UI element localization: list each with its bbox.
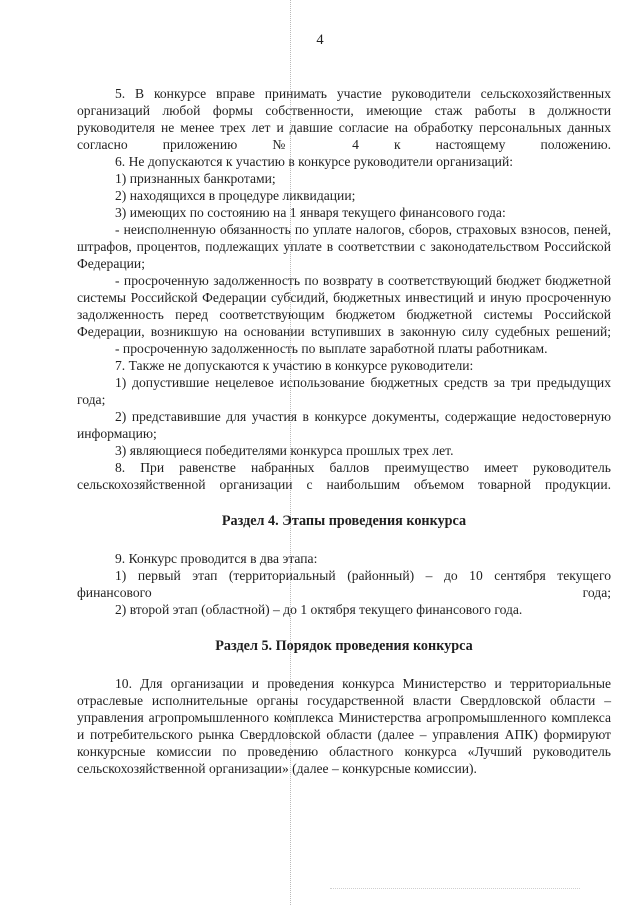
- section-4-heading: Раздел 4. Этапы проведения конкурса: [221, 513, 467, 529]
- paragraph-7-item-1: 1) допустившие нецелевое использование бюджетных средств за три предыдущих года;: [77, 375, 611, 407]
- paragraph-9-item-2: 2) второй этап (областной) – до 1 октября текущего финансового года.: [115, 602, 523, 617]
- paragraph-5: 5. В конкурсе вправе принимать участие руководители сельскохозяйственных организаций любой формы собственности, имеющие стаж работы в должности руководителя не менее трех лет и давшие согласие на обработку персональных данных согласно приложению № 4 к настоящему положению.: [77, 86, 611, 152]
- paragraph-6-item-3-a: - неисполненную обязанность по уплате налогов, сборов, страховых взносов, пеней, штрафов, процентов, подлежащих уплате в соответствии с законодательством Российской Федерации;: [77, 222, 611, 271]
- paragraph-7-item-3: 3) являющиеся победителями конкурса прошлых трех лет.: [115, 443, 454, 458]
- scan-edge-mark: [330, 888, 580, 889]
- paragraph-7: 7. Также не допускаются к участию в конкурсе руководители:: [115, 358, 474, 373]
- paragraph-9-item-1: 1) первый этап (территориальный (районный) – до 10 сентября текущего финансового года;: [77, 568, 611, 600]
- paragraph-9: 9. Конкурс проводится в два этапа:: [115, 551, 318, 566]
- paragraph-6: 6. Не допускаются к участию в конкурсе руководители организаций:: [115, 154, 514, 169]
- document-body: [77, 85, 611, 777]
- paragraph-6-item-1: 1) признанных банкротами;: [115, 171, 276, 186]
- paragraph-6-item-3-c: - просроченную задолженность по выплате заработной платы работникам.: [115, 341, 548, 356]
- paragraph-6-item-3: 3) имеющих по состоянию на 1 января текущего финансового года:: [115, 205, 506, 220]
- paragraph-8: 8. При равенстве набранных баллов преимущество имеет руководитель сельскохозяйственной организации с наибольшим объемом товарной продукции.: [77, 460, 611, 492]
- section-5-heading: Раздел 5. Порядок проведения конкурса: [215, 638, 473, 654]
- paragraph-7-item-2: 2) представившие для участия в конкурсе документы, содержащие недостоверную информацию;: [77, 409, 611, 441]
- paragraph-10: 10. Для организации и проведения конкурса Министерство и территориальные отраслевые исполнительные органы государственной власти Свердловской области – управления агропромышленного комплекса Министерства агропромышленного комплекса и потребительского рынка Свердловской области (далее – управления АПК) формируют конкурсные комиссии по проведению областного конкурса «Лучший руководитель сельскохозяйственной организации» (далее – конкурсные комиссии).: [77, 676, 611, 776]
- page-number: 4: [316, 32, 324, 48]
- paragraph-6-item-3-b: - просроченную задолженность по возврату в соответствующий бюджет бюджетной системы Российской Федерации субсидий, бюджетных инвестиций и иную просроченную задолженность перед соответствующим бюджетом бюджетной системы Российской Федерации, возникшую на основании вступивших в законную силу судебных решений;: [77, 273, 611, 339]
- paragraph-6-item-2: 2) находящихся в процедуре ликвидации;: [115, 188, 356, 203]
